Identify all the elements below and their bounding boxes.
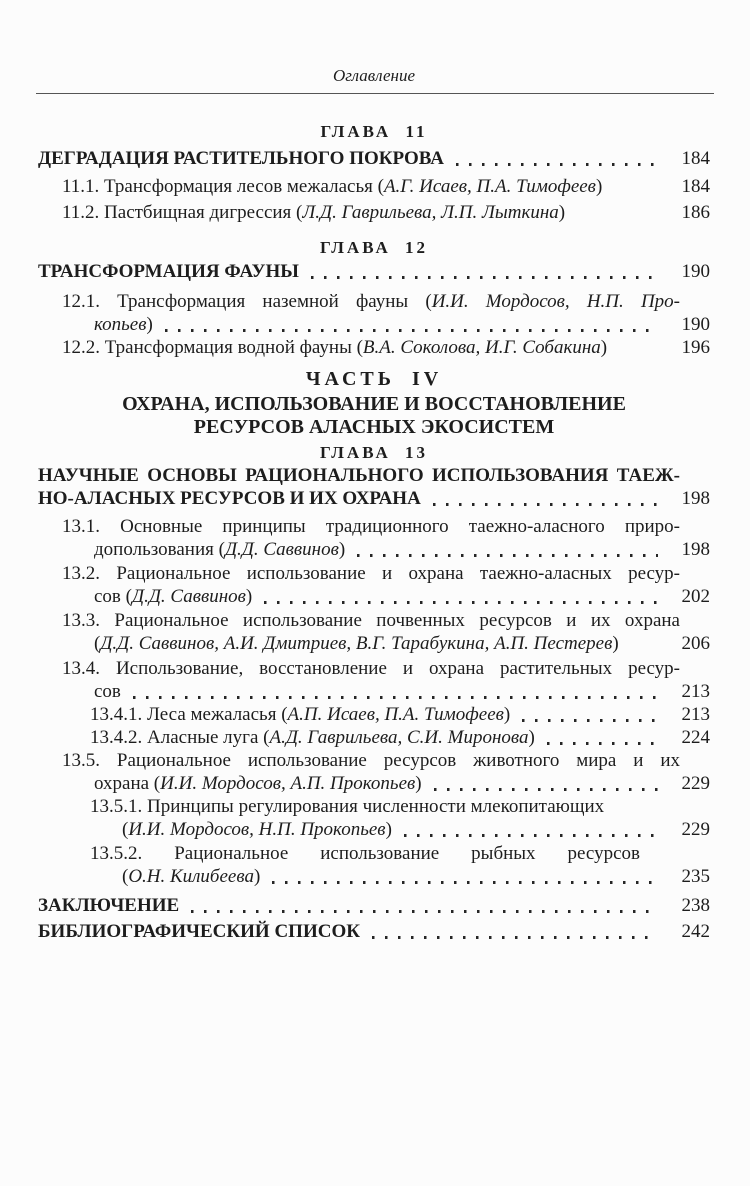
toc-item-13-1-line2	[38, 538, 710, 561]
dot-leader	[433, 503, 658, 506]
authors: Л.Д. Гаврильева, Л.П. Лыткина	[302, 202, 559, 223]
dot-leader	[133, 696, 658, 699]
toc-item-13-5-2-line2	[38, 865, 710, 888]
page-number: 224	[681, 727, 710, 748]
toc-item-13-5-line2	[38, 772, 710, 795]
toc-item-13-4-2	[38, 726, 710, 749]
entry-text: (Д.Д. Саввинов, А.И. Дмитриев, В.Г. Тарабукина, А.П. Пестерев)	[94, 633, 619, 654]
entry-text: 11.2. Пастбищная дигрессия (Л.Д. Гаврильева, Л.П. Лыткина)	[62, 202, 566, 223]
authors: А.Д. Гаврильева, С.И. Миронова	[269, 727, 529, 748]
header-rule	[36, 93, 714, 94]
toc-entry-ch11-title	[38, 147, 710, 170]
toc-item-13-3-line1: 13.3. Рациональное использование почвенных ресурсов и их охрана	[62, 610, 680, 631]
entry-text: 11.1. Трансформация лесов межаласья (А.Г. Исаев, П.А. Тимофеев)	[62, 176, 603, 197]
entry-text: сов (Д.Д. Саввинов)	[94, 586, 253, 607]
entry-text: охрана (И.И. Мордосов, А.П. Прокопьев)	[94, 773, 422, 794]
page-number: 213	[681, 681, 710, 702]
authors: В.А. Соколова, И.Г. Собакина	[362, 337, 601, 358]
toc-item-13-2-line1: 13.2. Рациональное использование и охрана таежно-аласных ресур-	[62, 563, 680, 584]
page-number: 242	[681, 921, 710, 942]
running-header: Оглавление	[332, 66, 416, 85]
entry-text: допользования (Д.Д. Саввинов)	[94, 539, 346, 560]
authors: Д.Д. Саввинов	[224, 539, 339, 560]
entry-text: 12.2. Трансформация водной фауны (В.А. Соколова, И.Г. Собакина)	[62, 337, 608, 358]
page-number: 196	[681, 337, 710, 358]
page-number: 190	[681, 314, 710, 335]
entry-text: копьев)	[94, 314, 153, 335]
toc-item-13-3-line2	[38, 632, 710, 655]
authors: Д.Д. Саввинов, А.И. Дмитриев, В.Г. Тарабукина, А.П. Пестерев	[100, 633, 613, 654]
part-4-title-line2: РЕСУРСОВ АЛАСНЫХ ЭКОСИСТЕМ	[193, 416, 555, 438]
dot-leader	[434, 788, 658, 791]
page-number: 235	[681, 866, 710, 887]
entry-text: (О.Н. Килибеева)	[122, 866, 261, 887]
entry-text: (И.И. Мордосов, Н.П. Прокопьев)	[122, 819, 392, 840]
toc-entry-ch12-title	[38, 260, 710, 283]
page-number: 229	[681, 773, 710, 794]
page-number: 238	[681, 895, 710, 916]
toc-item-13-2-line2	[38, 585, 710, 608]
dot-leader	[404, 834, 658, 837]
dot-leader	[357, 554, 658, 557]
toc-item-12-1-line1	[38, 290, 680, 313]
entry-text: сов	[94, 681, 121, 702]
entry-text: ДЕГРАДАЦИЯ РАСТИТЕЛЬНОГО ПОКРОВА	[38, 148, 444, 169]
toc-item-11-2	[38, 201, 710, 224]
page-number: 184	[681, 148, 710, 169]
page-number: 190	[681, 261, 710, 282]
chapter-12-heading: ГЛАВА 12	[320, 238, 428, 257]
authors: А.Г. Исаев, П.А. Тимофеев	[383, 176, 596, 197]
authors: И.И. Мордосов, А.П. Прокопьев	[160, 773, 416, 794]
entry-text: БИБЛИОГРАФИЧЕСКИЙ СПИСОК	[38, 921, 361, 942]
authors: Д.Д. Саввинов	[131, 586, 246, 607]
entry-text: 12.1. Трансформация наземной фауны (	[62, 291, 432, 312]
page-number: 229	[681, 819, 710, 840]
dot-leader	[191, 910, 658, 913]
toc-item-13-4-line1: 13.4. Использование, восстановление и охрана растительных ресур-	[62, 658, 680, 679]
toc-item-13-5-1-line1: 13.5.1. Принципы регулирования численности млекопитающих	[90, 796, 605, 817]
toc-item-13-4-line2	[38, 680, 710, 703]
authors: И.И. Мордосов, Н.П. Про-	[431, 291, 680, 312]
toc-item-13-5-2-line1: 13.5.2. Рациональное использование рыбных ресурсов	[90, 843, 640, 864]
toc-entry-ch13-title-line2	[38, 487, 710, 510]
entry-text: НО-АЛАСНЫХ РЕСУРСОВ И ИХ ОХРАНА	[38, 488, 421, 509]
dot-leader	[372, 936, 658, 939]
page-number: 198	[681, 488, 710, 509]
toc-entry-ch13-title-line1: НАУЧНЫЕ ОСНОВЫ РАЦИОНАЛЬНОГО ИСПОЛЬЗОВАНИЯ ТАЕЖ-	[38, 465, 680, 486]
entry-text: 13.4.1. Леса межаласья (А.П. Исаев, П.А. Тимофеев)	[90, 704, 511, 725]
toc-item-13-5-1-line2	[38, 818, 710, 841]
page-number: 202	[681, 586, 710, 607]
toc-entry-conclusion	[38, 894, 710, 917]
part-4-title-line1: ОХРАНА, ИСПОЛЬЗОВАНИЕ И ВОССТАНОВЛЕНИЕ	[122, 393, 626, 415]
authors: А.П. Исаев, П.А. Тимофеев	[287, 704, 504, 725]
toc-item-13-5-line1: 13.5. Рациональное использование ресурсов животного мира и их	[62, 750, 680, 771]
dot-leader	[456, 163, 658, 166]
entry-text: ЗАКЛЮЧЕНИЕ	[38, 895, 180, 916]
page-number: 186	[681, 202, 710, 223]
dot-leader	[547, 742, 658, 745]
toc-item-12-1-line2	[38, 313, 710, 336]
authors: И.И. Мордосов, Н.П. Прокопьев	[128, 819, 386, 840]
dot-leader	[311, 276, 658, 279]
toc-item-13-4-1	[38, 703, 710, 726]
entry-text: 13.4.2. Аласные луга (А.Д. Гаврильева, С.И. Миронова)	[90, 727, 535, 748]
chapter-11-heading: ГЛАВА 11	[320, 122, 428, 141]
chapter-13-heading: ГЛАВА 13	[320, 443, 428, 462]
toc-item-12-2	[38, 336, 710, 359]
page-number: 213	[681, 704, 710, 725]
page-number: 198	[681, 539, 710, 560]
dot-leader	[522, 719, 658, 722]
page-number: 184	[681, 176, 710, 197]
dot-leader	[165, 329, 658, 332]
toc-entry-bibliography	[38, 920, 710, 943]
part-4-heading: ЧАСТЬ IV	[305, 368, 443, 390]
dot-leader	[272, 881, 658, 884]
entry-text: ТРАНСФОРМАЦИЯ ФАУНЫ	[38, 261, 299, 282]
authors: О.Н. Килибеева	[128, 866, 254, 887]
toc-item-11-1	[38, 175, 710, 198]
page-number: 206	[681, 633, 710, 654]
authors: копьев	[94, 314, 147, 335]
dot-leader	[264, 601, 658, 604]
toc-item-13-1-line1: 13.1. Основные принципы традиционного таежно-аласного приро-	[62, 516, 680, 537]
